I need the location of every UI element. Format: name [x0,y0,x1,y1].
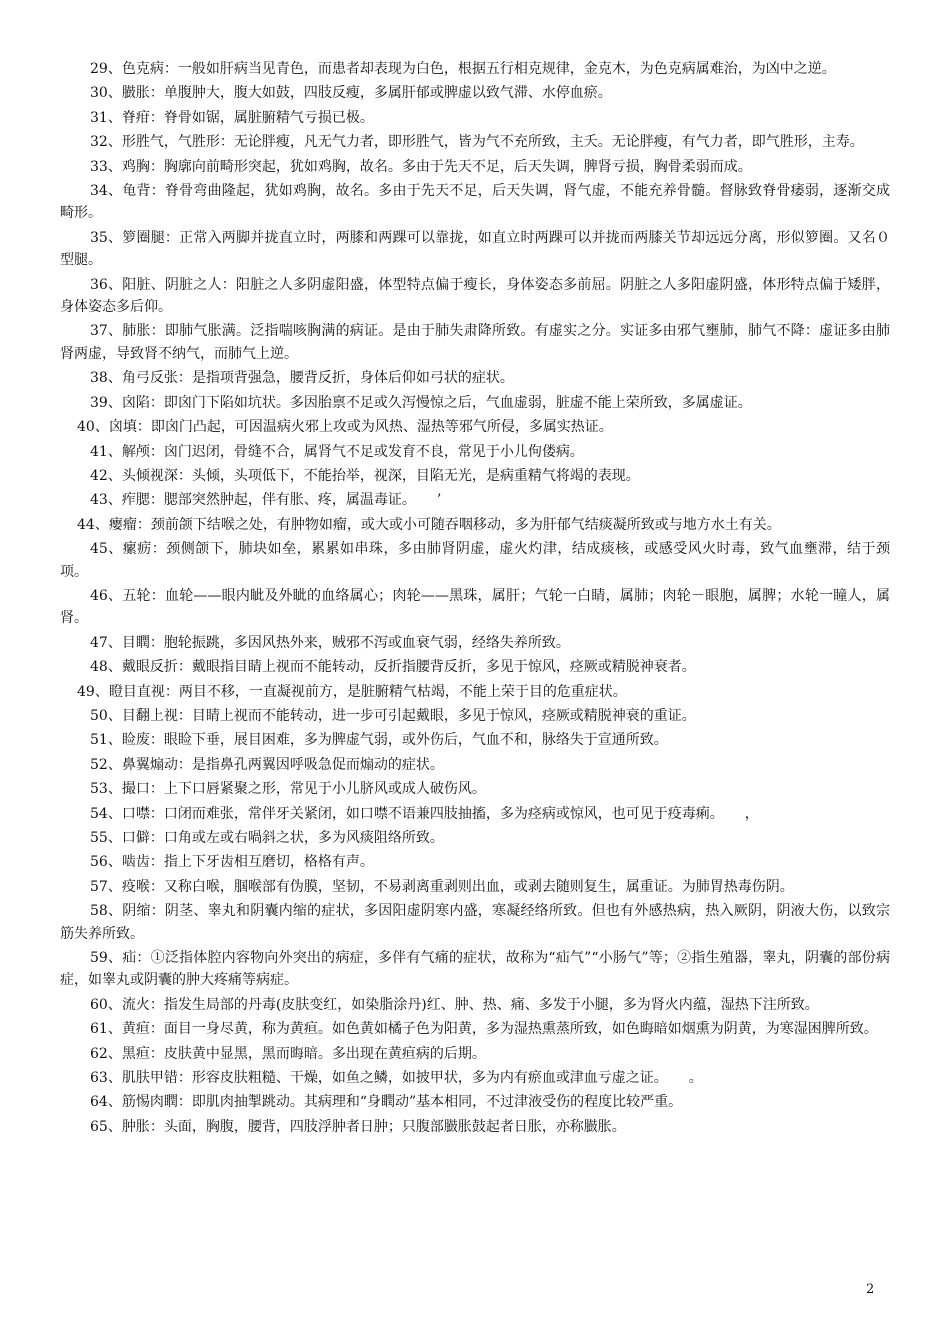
entry-54: 54、口噤：口闭而难张，常伴牙关紧闭，如口噤不语兼四肢抽搐，多为痉病或惊风，也可见于疫毒痢。 ， [90,805,759,822]
entry-45: 45、瘰疬：颈侧颌下，肺块如垒，累累如串珠，多由肺肾阴虚，虚火灼津，结成痰核，或感受风火时毒，致气血壅滞，结于颈项。 [60,541,890,580]
entry-37: 37、肺胀：即肺气胀满。泛指喘咳胸满的病证。是由于肺失肃降所致。有虚实之分。实证多由邪气壅肺，肺气不降：虚证多由肺肾两虚，导致肾不纳气，而肺气上逆。 [60,323,890,362]
entry-58: 58、阴缩：阴茎、睾丸和阴囊内缩的症状，多因阳虚阴寒内盛，寒凝经络所致。但也有外感热病，热入厥阴，阴液大伤，以致宗筋失养所致。 [60,903,890,942]
entry-41: 41、解颅：囟门迟闭，骨缝不合，属肾气不足或发育不良，常见于小儿佝偻病。 [90,443,584,460]
entry-47: 47、目瞤：胞轮振跳，多因风热外来，贼邪不泻或血衰气弱，经络失养所致。 [90,634,570,651]
entry-65: 65、肿胀：头面，胸腹，腰背，四肢浮肿者日肿；只腹部臌胀鼓起者日胀，亦称臌胀。 [90,1118,626,1135]
entry-51: 51、睑废：眼睑下垂，展目困难，多为脾虚气弱，或外伤后，气血不和，脉络失于宣通所致。 [90,732,668,749]
entry-52: 52、鼻翼煽动：是指鼻孔两翼因呼吸急促而煽动的症状。 [90,756,444,773]
entry-40: 40、囟填：即囟门凸起，可因温病火邪上攻或为风热、湿热等邪气所侵，多属实热证。 [77,419,613,436]
entry-63: 63、肌肤甲错：形容皮肤粗糙、干燥，如鱼之鳞，如披甲状，多为内有瘀血或津血亏虚之证。 。 [90,1070,703,1087]
entry-62: 62、黑疸：皮肤黄中显黑，黑而晦暗。多出现在黄疸病的后期。 [90,1045,486,1062]
entry-43: 43、痄腮：腮部突然肿起，伴有胀、疼，属温毒证。 ’ [90,492,442,509]
entry-38: 38、角弓反张：是指项背强急，腰背反折，身体后仰如弓状的症状。 [90,370,514,387]
entry-34: 34、龟背：脊骨弯曲隆起，犹如鸡胸，故名。多由于先天不足，后天失调，肾气虚，不能充养骨髓。督脉致脊骨痿弱，逐渐交成畸形。 [60,183,890,222]
page-number: 2 [866,1282,875,1297]
entry-53: 53、撮口：上下口唇紧聚之形，常见于小儿脐风或成人破伤风。 [90,781,486,798]
entry-60: 60、流火：指发生局部的丹毒(皮肤变红，如染脂涂丹)红、肿、热、痛、多发于小腿，多为肾火内蕴，湿热下注所致。 [90,996,819,1013]
entry-59: 59、疝：①泛指体腔内容物向外突出的病症，多伴有气痛的症状，故称为“疝气”“小肠气”等；②指生殖器，睾丸，阴囊的部份病症，如睾丸或阴囊的肿大疼痛等病症。 [60,950,890,989]
entry-29: 29、色克病：一般如肝病当见青色，而患者却表现为白色，根据五行相克规律，金克木，为色克病属难治，为凶中之逆。 [90,61,836,77]
entry-31: 31、脊疳：脊骨如锯，属脏腑精气亏损已极。 [90,109,374,126]
entry-57: 57、疫喉：又称白喉，腘喉部有伪膜，坚韧，不易剥离重剥则出血，或剥去随则复生，属重证。为肺胃热毒伤阴。 [90,878,794,895]
entry-55: 55、口僻：口角或左或右喎斜之状，多为风痰阻络所致。 [90,830,444,846]
entry-48: 48、戴眼反折：戴眼指目睛上视而不能转动，反折指腰背反折，多见于惊风，痉厥或精脱神衰者。 [90,659,696,676]
entry-46: 46、五轮：血轮——眼内眦及外眦的血络属心；肉轮——黑珠，属肝；气轮一白睛，属肺；肉轮－眼胞，属脾；水轮一瞳人，属肾。 [60,587,890,627]
entry-64: 64、筋惕肉瞤：即肌肉抽掣跳动。其病理和“身瞤动”基本相同，不过津液受伤的程度比较严重。 [90,1094,683,1111]
entry-42: 42、头倾视深：头倾，头项低下，不能抬举，视深，目陷无光，是病重精气将竭的表现。 [90,467,640,484]
entry-39: 39、囟陷：即囟门下陷如坑状。多因胎禀不足或久泻慢惊之后，气血虚弱，脏虚不能上荣所致，多属虚证。 [90,394,752,411]
entry-44: 44、瘿瘤：颈前颌下结喉之处，有肿物如瘤，或大或小可随吞咽移动，多为肝郁气结痰凝所致或与地方水土有关。 [77,516,781,533]
entry-36: 36、阳脏、阴脏之人：阳脏之人多阴虚阳盛，体型特点偏于瘦长，身体姿态多前屈。阴脏之人多阳虚阴盛，体形特点偏于矮胖，身体姿态多后仰。 [60,276,890,316]
entry-61: 61、黄疸：面目一身尽黄，称为黄疸。如色黄如橘子色为阳黄，多为湿热熏蒸所致，如色晦暗如烟熏为阴黄，为寒湿困脾所致。 [90,1021,878,1038]
entry-56: 56、啮齿：指上下牙齿相互磨切，格格有声。 [90,854,374,871]
entry-35: 35、箩圈腿：正常入两脚并拢直立时，两膝和两踝可以靠拢，如直立时两踝可以并拢而两膝关节却远远分离，形似箩圈。又名０型腿。 [60,229,890,269]
entry-33: 33、鸡胸：胸廓向前畸形突起，犹如鸡胸，故名。多由于先天不足，后天失调，脾肾亏损，胸骨柔弱而成。 [90,158,752,175]
entry-49: 49、瞪目直视：两目不移，一直凝视前方，是脏腑精气枯竭，不能上荣于目的危重症状。 [77,683,627,700]
document-body [60,58,890,1140]
entry-50: 50、目翻上视：目睛上视而不能转动，进一步可引起戴眼，多见于惊风，痉厥或精脱神衰的重证。 [90,707,696,724]
entry-30: 30、臌胀：单腹肿大，腹大如鼓，四肢反瘦，多属肝郁或脾虚以致气滞、水停血瘀。 [90,85,612,102]
entry-32: 32、形胜气，气胜形：无论胖瘦，凡无气力者，即形胜气，皆为气不充所致，主夭。无论胖瘦，有气力者，即气胜形，主寿。 [90,134,864,151]
